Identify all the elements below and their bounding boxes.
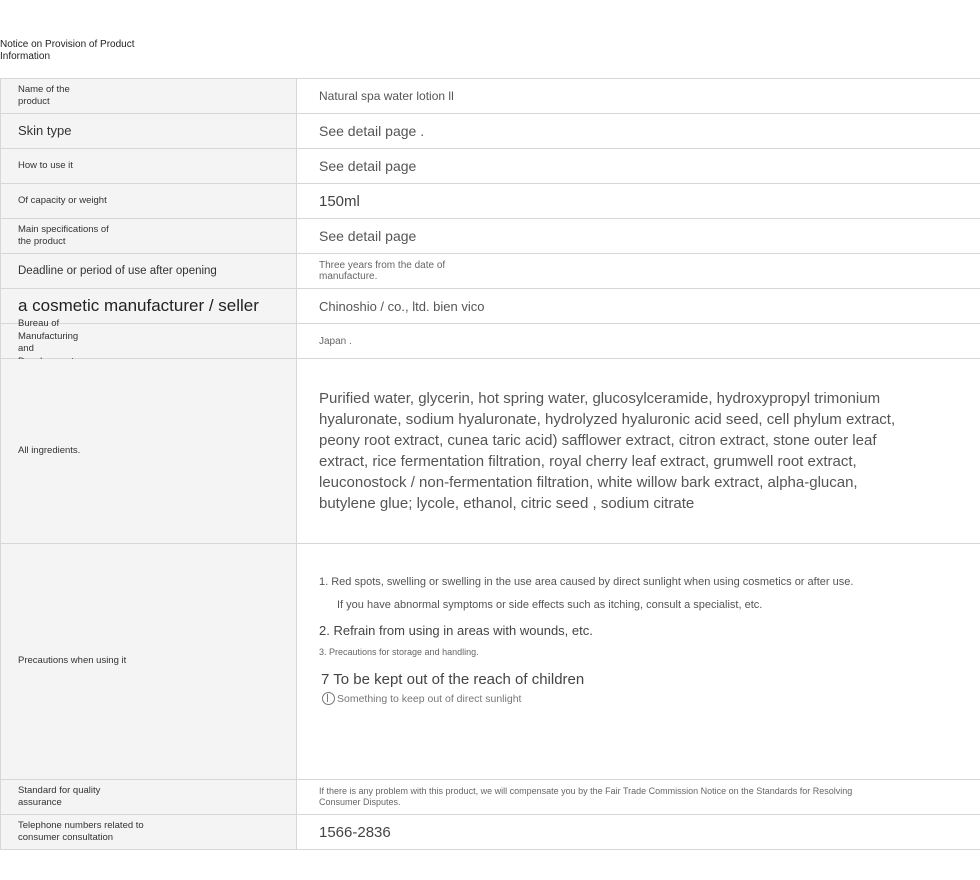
row-value bbox=[297, 254, 980, 288]
label-text: Name of the product bbox=[18, 83, 70, 107]
precaution-item: 2. Refrain from using in areas with wounds, etc. bbox=[319, 623, 593, 638]
row-label bbox=[0, 79, 297, 113]
table-row-precautions bbox=[0, 544, 980, 780]
label-text: All ingredients. bbox=[18, 444, 81, 456]
label-text: Bureau of Manufacturing and bbox=[18, 318, 79, 354]
row-value: Natural spa water lotion ll bbox=[319, 89, 454, 103]
row-value: See detail page bbox=[319, 158, 417, 174]
row-label bbox=[0, 318, 297, 358]
table-row-quality-assurance bbox=[0, 780, 980, 815]
row-label bbox=[0, 219, 297, 253]
table-row-capacity bbox=[0, 184, 980, 219]
row-value: 150ml bbox=[319, 192, 360, 210]
table-row-phone bbox=[0, 815, 980, 850]
notice-title: Notice on Provision of Product Information bbox=[0, 39, 135, 62]
table-row-main-specs bbox=[0, 219, 980, 254]
circled-number-icon bbox=[322, 692, 335, 705]
row-value: See detail page bbox=[319, 228, 417, 244]
row-label bbox=[0, 780, 297, 814]
row-label: How to use it bbox=[0, 149, 297, 183]
precautions-list bbox=[297, 544, 980, 779]
table-row-how-to-use bbox=[0, 149, 980, 184]
table-row-manufacturer bbox=[0, 289, 980, 324]
precaution-item: 7 To be kept out of the reach of children bbox=[321, 671, 585, 688]
product-info-table bbox=[0, 78, 980, 850]
row-label bbox=[0, 815, 297, 849]
precaution-text: Something to keep out of direct sunlight bbox=[337, 692, 522, 705]
row-label: a cosmetic manufacturer / seller bbox=[0, 289, 297, 323]
value-text: Three years from the date of manufacture. bbox=[319, 260, 446, 282]
label-text: Main specifications of the product bbox=[18, 223, 109, 247]
row-label: Of capacity or weight bbox=[0, 184, 297, 218]
row-label: Deadline or period of use after opening bbox=[0, 254, 297, 288]
row-label: Precautions when using it bbox=[0, 544, 297, 779]
table-row-product-name bbox=[0, 79, 980, 114]
row-value: See detail page . bbox=[319, 123, 425, 139]
precaution-item bbox=[319, 692, 980, 705]
table-row-skin-type bbox=[0, 114, 980, 149]
row-value: If there is any problem with this product, we will compensate you by the Fair Trade Commission Notice on the Standards for Resolving Consumer Disputes. bbox=[319, 786, 853, 807]
row-value: Chinoshio / co., ltd. bien vico bbox=[319, 298, 485, 314]
table-row-ingredients bbox=[0, 359, 980, 544]
precaution-item: 1. Red spots, swelling or swelling in the use area caused by direct sunlight when using cosmetics or after use. bbox=[319, 576, 854, 588]
row-value: Japan . bbox=[319, 335, 352, 347]
precaution-item: If you have abnormal symptoms or side effects such as itching, consult a specialist, etc. bbox=[337, 599, 763, 611]
table-row-expiry bbox=[0, 254, 980, 289]
row-value: 1566-2836 bbox=[319, 823, 391, 841]
table-row-bureau bbox=[0, 318, 980, 359]
row-value: Purified water, glycerin, hot spring water, glucosylceramide, hydroxypropyl trimonium hyaluronate, sodium hyaluronate, hydrolyzed hyaluronic acid seed, cell phylum extract, peony root extract, cunea taric acid) safflower extract, citron extract, stone outer leaf extract, rice fermentation filtration, royal cherry leaf extract, grumwell root extract, leuconostock / non-fermentation filtration, white willow bark extract, alpha-glucan, butylene glue; lycole, ethanol, citric seed , sodium citrate bbox=[319, 390, 896, 512]
label-text: Standard for quality assurance bbox=[18, 784, 101, 808]
row-label: Skin type bbox=[0, 114, 297, 148]
row-label bbox=[0, 359, 297, 543]
label-text: Telephone numbers related to consumer consultation bbox=[18, 819, 144, 843]
precaution-item: 3. Precautions for storage and handling. bbox=[319, 647, 479, 657]
